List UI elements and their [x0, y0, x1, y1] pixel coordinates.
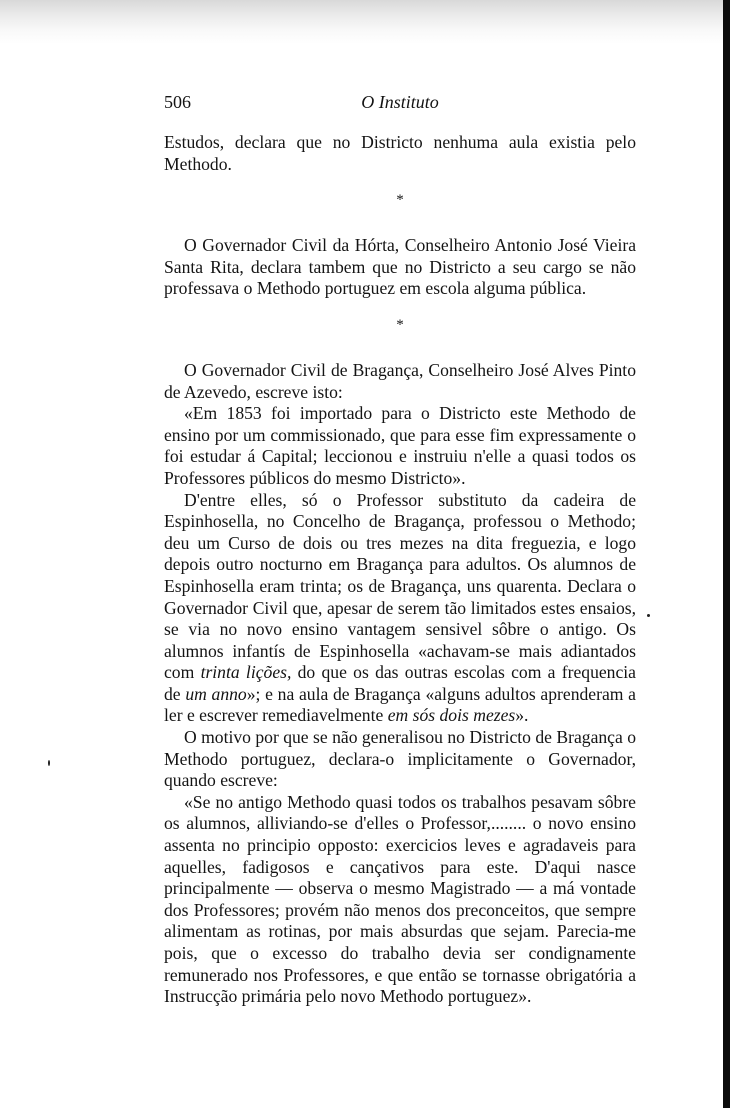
emphasis-dois-mezes: em sós dois mezes	[387, 705, 516, 726]
text-run: »; e na aula de Bragança «alguns adultos aprenderam a ler e escrever remediavelmente	[164, 683, 636, 726]
emphasis-um-anno: um anno	[185, 683, 247, 704]
page-header	[164, 92, 636, 116]
paragraph-horta: O Governador Civil da Hórta, Conselheiro Antonio José Vieira Santa Rita, declara tambem que no Districto a seu cargo se não professava o Methodo portuguez em escola alguma pública.	[164, 235, 636, 299]
quote-1853: «Em 1853 foi importado para o Districto este Methodo de ensino por um commissionado, que para esse fim expressamente o foi estudar á Capital; leccionou e instruiu n'elle a quasi todos os Professores públicos do mesmo Districto».	[164, 403, 636, 488]
page-body	[164, 92, 636, 1008]
paragraph-espinhosella	[164, 490, 636, 728]
section-separator: *	[396, 316, 404, 333]
text-run: D'entre elles, só o Professor substituto da cadeira de Espinhosella, no Concelho de Bragança, professou o Methodo; deu um Curso de dois ou tres mezes na dita freguezia, e logo depois outro nocturno em Bragança para adultos. Os alumnos de Espinhosella eram trinta; os de Bragança, uns quarenta. Declara o Governador Civil que, apesar de serem tão limitados estes ensaios, se via no novo ensino vantagem sensivel sôbre o antigo. Os alumnos infantís de Espinhosella «achavam-se mais adiantados com	[164, 489, 636, 683]
paragraph-continuation: Estudos, declara que no Districto nenhuma aula existia pelo Methodo.	[164, 132, 636, 174]
emphasis-trinta-licoes: trinta lições,	[200, 662, 292, 683]
page-number: 506	[164, 92, 191, 112]
paragraph-motivo: O motivo por que se não generalisou no Districto de Bragança o Methodo portuguez, declara-o implicitamente o Governador, quando escreve:	[164, 727, 636, 791]
text-run: do que os das outras escolas com a frequencia de	[164, 662, 636, 704]
quote-governador: «Se no antigo Methodo quasi todos os trabalhos pesavam sôbre os alumnos, alliviando-se d'elles o Professor,........ o novo ensino assenta no principio opposto: exercicios leves e agradaveis para aquelles, fadigosos e cançativos para este. D'aqui nasce principalmente — observa o mesmo Magistrado — a má vontade dos Professores; provém não menos dos preconceitos, que sempre alimentam as rotinas, por mais absurdas que sejam. Parecia-me pois, que o excesso do trabalho devia ser condignamente remunerado nos Professores, e que então se tornasse obrigatória a Instrucção primária pelo novo Methodo portuguez».	[164, 791, 636, 1007]
paragraph-braganca-intro: O Governador Civil de Bragança, Conselheiro José Alves Pinto de Azevedo, escreve isto:	[164, 359, 636, 402]
text-run: ».	[515, 705, 529, 726]
running-title: O Instituto	[361, 92, 439, 112]
section-separator: *	[396, 192, 404, 209]
scan-speck	[647, 614, 650, 617]
scan-speck	[48, 760, 50, 766]
